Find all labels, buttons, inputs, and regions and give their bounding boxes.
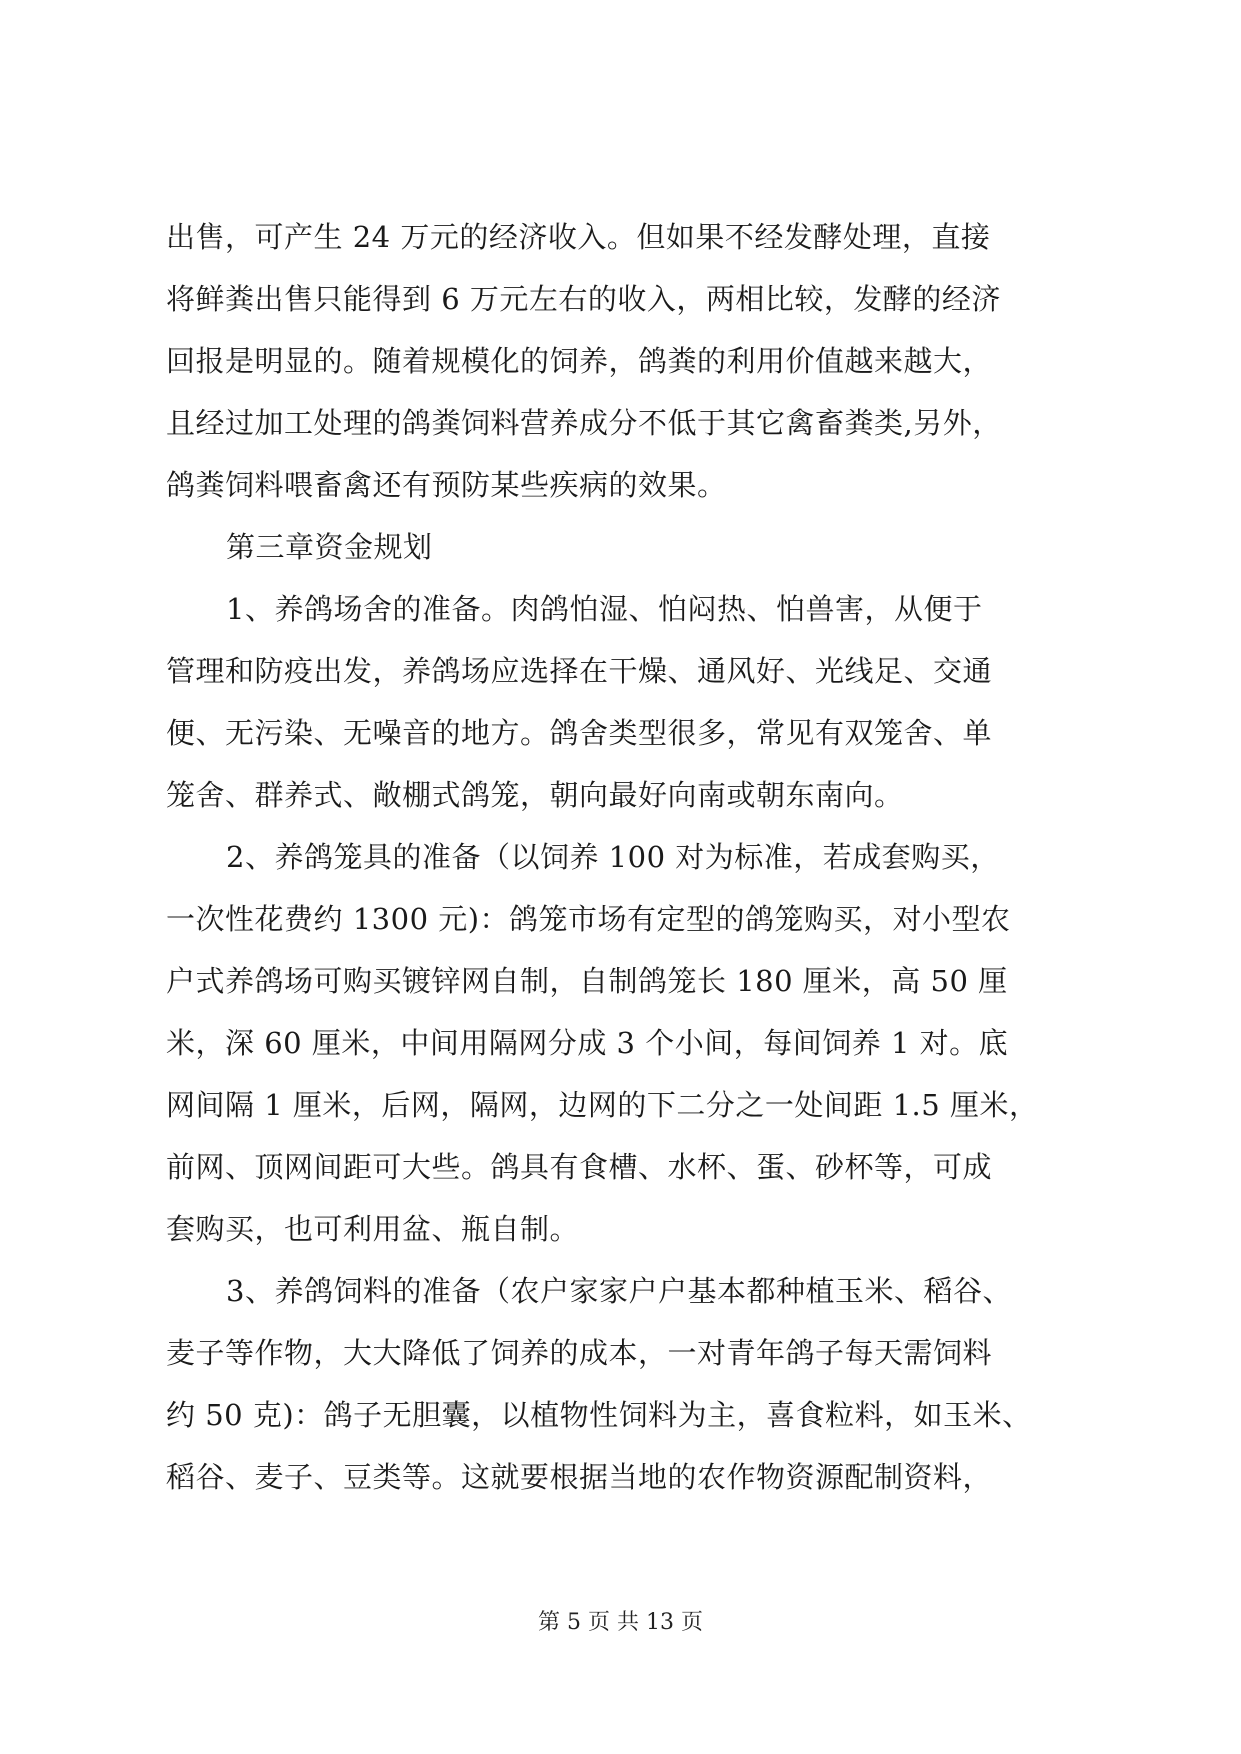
text-line: 前网、顶网间距可大些。鸽具有食槽、水杯、蛋、砂杯等，可成	[166, 1150, 993, 1184]
text-line: 约 50 克)：鸽子无胆囊，以植物性饲料为主，喜食粒料，如玉米、	[166, 1398, 1032, 1432]
text-line: 稻谷、麦子、豆类等。这就要根据当地的农作物资源配制资料，	[166, 1460, 993, 1494]
text-line: 网间隔 1 厘米，后网，隔网，边网的下二分之一处间距 1.5 厘米，	[166, 1088, 1039, 1122]
text-line: 2、养鸽笼具的准备（以饲养 100 对为标准，若成套购买，	[226, 840, 1000, 874]
text-line: 套购买，也可利用盆、瓶自制。	[166, 1212, 580, 1246]
text-line: 笼舍、群养式、敞棚式鸽笼，朝向最好向南或朝东南向。	[166, 778, 904, 812]
text-line: 一次性花费约 1300 元)：鸽笼市场有定型的鸽笼购买，对小型农	[166, 902, 1011, 936]
text-line: 户式养鸽场可购买镀锌网自制，自制鸽笼长 180 厘米，高 50 厘	[166, 964, 1008, 998]
page-number-footer: 第 5 页 共 13 页	[538, 1610, 703, 1635]
text-line: 管理和防疫出发，养鸽场应选择在干燥、通风好、光线足、交通	[166, 654, 993, 688]
text-line: 出售，可产生 24 万元的经济收入。但如果不经发酵处理，直接	[166, 220, 991, 254]
text-line: 回报是明显的。随着规模化的饲养，鸽粪的利用价值越来越大，	[166, 344, 993, 378]
section-heading: 第三章资金规划	[226, 530, 433, 564]
text-line: 麦子等作物，大大降低了饲养的成本，一对青年鸽子每天需饲料	[166, 1336, 993, 1370]
text-line: 鸽粪饲料喂畜禽还有预防某些疾病的效果。	[166, 468, 727, 502]
text-line: 且经过加工处理的鸽粪饲料营养成分不低于其它禽畜粪类,另外，	[166, 406, 1002, 440]
text-line: 1、养鸽场舍的准备。肉鸽怕湿、怕闷热、怕兽害，从便于	[226, 592, 983, 626]
text-line: 将鲜粪出售只能得到 6 万元左右的收入，两相比较，发酵的经济	[166, 282, 1001, 316]
text-line: 3、养鸽饲料的准备（农户家家户户基本都种植玉米、稻谷、	[226, 1274, 1012, 1308]
text-line: 便、无污染、无噪音的地方。鸽舍类型很多，常见有双笼舍、单	[166, 716, 993, 750]
text-line: 米，深 60 厘米，中间用隔网分成 3 个小间，每间饲养 1 对。底	[166, 1026, 1009, 1060]
